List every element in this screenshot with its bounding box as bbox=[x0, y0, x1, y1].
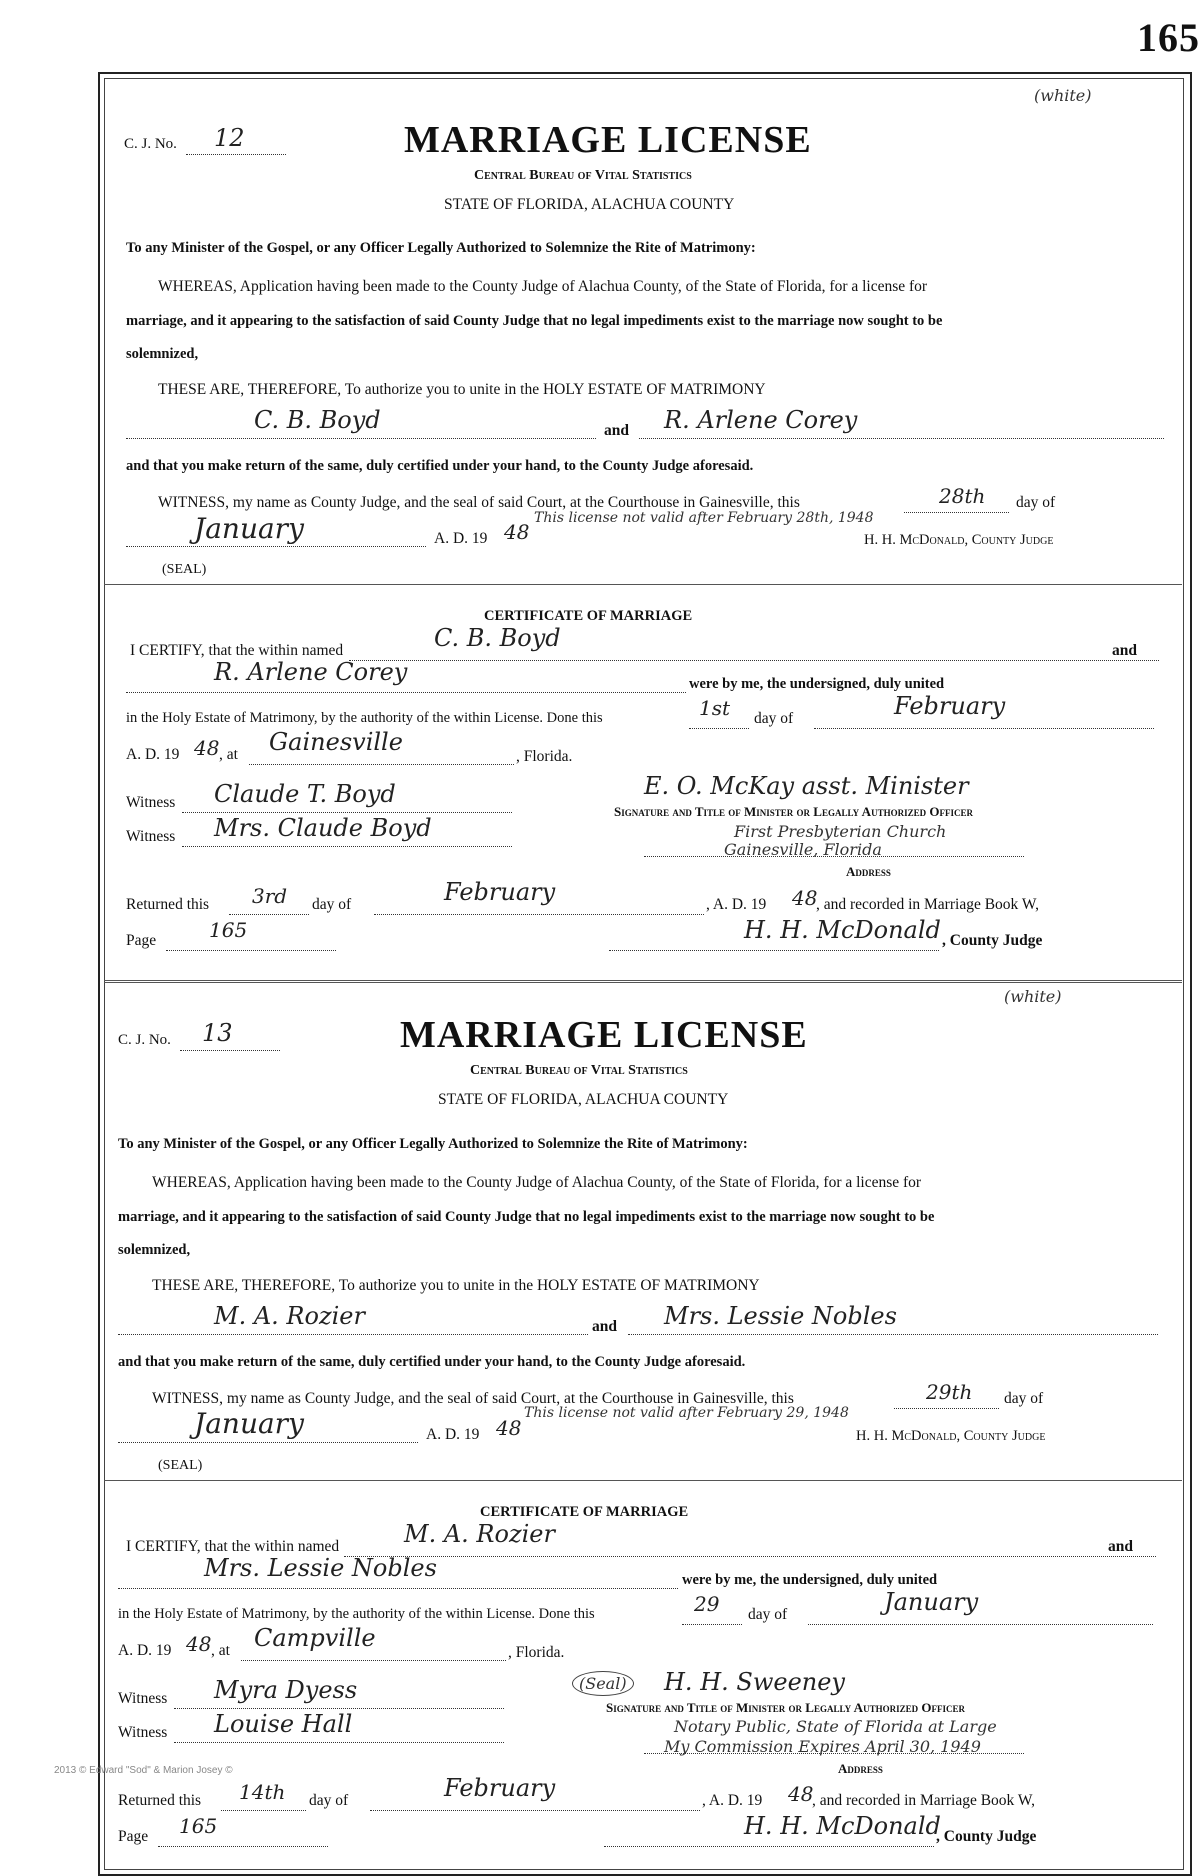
bureau-name: Central Bureau of Vital Statistics bbox=[470, 1063, 688, 1078]
officiant-signature: E. O. McKay asst. Minister bbox=[644, 772, 969, 800]
cert-bride: R. Arlene Corey bbox=[214, 658, 408, 686]
issue-year: 48 bbox=[496, 1416, 522, 1440]
cj-number: 12 bbox=[214, 124, 245, 152]
issue-month: January bbox=[194, 1407, 304, 1440]
returned-month: February bbox=[444, 878, 556, 906]
issue-day: 29th bbox=[926, 1380, 973, 1404]
address-label: Address bbox=[846, 864, 891, 879]
validity-note: This license not valid after February 29, 1948 bbox=[524, 1405, 849, 1421]
officiant-signature: H. H. Sweeney bbox=[664, 1668, 845, 1696]
judge-signature: H. H. McDonald, County Judge bbox=[864, 532, 1054, 548]
issue-year: 48 bbox=[504, 520, 530, 544]
address-to: To any Minister of the Gospel, or any Officer Legally Authorized to Solemnize the Rite of Matrimony: bbox=[118, 1136, 748, 1152]
seal-label: (SEAL) bbox=[162, 562, 207, 577]
whereas-line-1: WHEREAS, Application having been made to the County Judge of Alachua County, of the State of Florida, for a license for bbox=[158, 278, 928, 295]
return-text: and that you make return of the same, duly certified under your hand, to the County Judge aforesaid. bbox=[126, 458, 754, 474]
license-title: MARRIAGE LICENSE bbox=[400, 1014, 808, 1056]
done-day: 1st bbox=[699, 696, 731, 720]
returned-day-of: day of bbox=[309, 1792, 349, 1809]
returned-year: 48 bbox=[788, 1782, 814, 1806]
witness-1-name: Myra Dyess bbox=[214, 1676, 358, 1704]
united-text: were by me, the undersigned, duly united bbox=[682, 1572, 938, 1588]
these-are: THESE ARE, THEREFORE, To authorize you to unite in the HOLY ESTATE OF MATRIMONY bbox=[152, 1277, 760, 1294]
these-are: THESE ARE, THEREFORE, To authorize you to unite in the HOLY ESTATE OF MATRIMONY bbox=[158, 381, 766, 398]
whereas-line-1: WHEREAS, Application having been made to the County Judge of Alachua County, of the State of Florida, for a license for bbox=[152, 1174, 922, 1191]
issue-month: January bbox=[194, 512, 304, 545]
officiant-address-1: Notary Public, State of Florida at Large bbox=[674, 1717, 997, 1736]
and-label: and bbox=[592, 1318, 617, 1335]
validity-note: This license not valid after February 28th, 1948 bbox=[534, 510, 874, 526]
returned-day: 14th bbox=[239, 1780, 286, 1804]
returned-label: Returned this bbox=[118, 1792, 202, 1809]
at-label: , at bbox=[219, 746, 238, 763]
ad-label: A. D. 19 bbox=[426, 1426, 480, 1443]
county-judge-label: , County Judge bbox=[936, 1828, 1037, 1845]
seal-label: (SEAL) bbox=[158, 1458, 203, 1473]
signature-title-label: Signature and Title of Minister or Legally Authorized Officer bbox=[614, 804, 973, 819]
signature-title-label: Signature and Title of Minister or Legally Authorized Officer bbox=[606, 1700, 965, 1715]
return-text: and that you make return of the same, duly certified under your hand, to the County Judge aforesaid. bbox=[118, 1354, 746, 1370]
bride-name: R. Arlene Corey bbox=[664, 406, 858, 434]
and-label: and bbox=[604, 422, 629, 439]
returned-ad: , A. D. 19 bbox=[702, 1792, 763, 1809]
witness-2-name: Louise Hall bbox=[214, 1710, 353, 1738]
cj-number: 13 bbox=[202, 1019, 233, 1047]
done-month: January bbox=[884, 1588, 979, 1616]
witness-1-name: Claude T. Boyd bbox=[214, 780, 396, 808]
whereas-line-3: solemnized, bbox=[126, 346, 199, 362]
witness-2-name: Mrs. Claude Boyd bbox=[214, 814, 432, 842]
address-to: To any Minister of the Gospel, or any Officer Legally Authorized to Solemnize the Rite of Matrimony: bbox=[126, 240, 756, 256]
officiant-address-2: My Commission Expires April 30, 1949 bbox=[664, 1737, 981, 1756]
certify-label: I CERTIFY, that the within named bbox=[130, 642, 344, 659]
done-day: 29 bbox=[694, 1592, 720, 1616]
marriage-place: Campville bbox=[254, 1624, 376, 1652]
cj-number-label: C. J. No. bbox=[124, 136, 177, 152]
race-note: (white) bbox=[1004, 987, 1062, 1006]
recorder-signature: H. H. McDonald bbox=[744, 1812, 941, 1840]
witness-2-label: Witness bbox=[118, 1724, 168, 1741]
groom-name: M. A. Rozier bbox=[214, 1302, 365, 1330]
license-title: MARRIAGE LICENSE bbox=[404, 119, 812, 161]
returned-day: 3rd bbox=[252, 884, 288, 908]
returned-year: 48 bbox=[792, 886, 818, 910]
recorded-text: , and recorded in Marriage Book W, bbox=[812, 1792, 1035, 1809]
day-of-label: day of bbox=[1004, 1390, 1044, 1407]
issue-day: 28th bbox=[939, 484, 986, 508]
county-judge-label: , County Judge bbox=[942, 932, 1043, 949]
done-day-of: day of bbox=[754, 710, 794, 727]
recorded-text: , and recorded in Marriage Book W, bbox=[816, 896, 1039, 913]
page-value: 165 bbox=[179, 1814, 218, 1838]
page-number: 165 bbox=[1137, 15, 1200, 60]
ad-label: A. D. 19 bbox=[434, 530, 488, 547]
done-day-of: day of bbox=[748, 1606, 788, 1623]
race-note: (white) bbox=[1034, 86, 1092, 105]
license-section-1 bbox=[104, 80, 1182, 970]
whereas-line-2: marriage, and it appearing to the satisfaction of said County Judge that no legal impediments exist to the marriage now sought to be bbox=[126, 313, 943, 329]
cert-bride: Mrs. Lessie Nobles bbox=[204, 1554, 437, 1582]
florida-label: , Florida. bbox=[516, 748, 573, 765]
address-label: Address bbox=[838, 1761, 883, 1776]
copyright-watermark: 2013 © Edward "Sod" & Marion Josey © bbox=[54, 1765, 233, 1776]
returned-ad: , A. D. 19 bbox=[706, 896, 767, 913]
witness-2-label: Witness bbox=[126, 828, 176, 845]
officiant-address-2: Gainesville, Florida bbox=[724, 840, 882, 859]
certify-label: I CERTIFY, that the within named bbox=[126, 1538, 340, 1555]
page-value: 165 bbox=[209, 918, 248, 942]
united-text: were by me, the undersigned, duly united bbox=[689, 676, 945, 692]
seal-stamp: (Seal) bbox=[572, 1671, 634, 1696]
returned-label: Returned this bbox=[126, 896, 210, 913]
cert-groom: M. A. Rozier bbox=[404, 1520, 555, 1548]
whereas-line-3: solemnized, bbox=[118, 1242, 191, 1258]
cert-and: and bbox=[1112, 642, 1137, 659]
ad-label-2: A. D. 19 bbox=[118, 1642, 172, 1659]
witness-1-label: Witness bbox=[118, 1690, 168, 1707]
done-year: 48 bbox=[194, 736, 220, 760]
groom-name: C. B. Boyd bbox=[254, 406, 381, 434]
page-label: Page bbox=[118, 1828, 149, 1845]
holy-estate-text: in the Holy Estate of Matrimony, by the authority of the within License. Done this bbox=[118, 1606, 595, 1622]
bureau-name: Central Bureau of Vital Statistics bbox=[474, 168, 692, 183]
marriage-place: Gainesville bbox=[269, 728, 403, 756]
done-month: February bbox=[894, 692, 1006, 720]
holy-estate-text: in the Holy Estate of Matrimony, by the authority of the within License. Done this bbox=[126, 710, 603, 726]
cert-and: and bbox=[1108, 1538, 1133, 1555]
judge-signature: H. H. McDonald, County Judge bbox=[856, 1428, 1046, 1444]
bride-name: Mrs. Lessie Nobles bbox=[664, 1302, 897, 1330]
license-section-2 bbox=[104, 975, 1182, 1865]
state-county: STATE OF FLORIDA, ALACHUA COUNTY bbox=[444, 196, 735, 213]
witness-text: WITNESS, my name as County Judge, and the seal of said Court, at the Courthouse in Gainesville, this bbox=[158, 494, 800, 511]
recorder-signature: H. H. McDonald bbox=[744, 916, 941, 944]
witness-text: WITNESS, my name as County Judge, and the seal of said Court, at the Courthouse in Gainesville, this bbox=[152, 1390, 794, 1407]
officiant-address-1: First Presbyterian Church bbox=[734, 822, 947, 841]
cert-title: CERTIFICATE OF MARRIAGE bbox=[480, 1504, 689, 1520]
cj-number-label: C. J. No. bbox=[118, 1032, 171, 1048]
section-1-cert-divider bbox=[104, 584, 1182, 585]
day-of-label: day of bbox=[1016, 494, 1056, 511]
florida-label: , Florida. bbox=[508, 1644, 565, 1661]
returned-day-of: day of bbox=[312, 896, 352, 913]
section-2-cert-divider bbox=[104, 1480, 1182, 1481]
done-year: 48 bbox=[186, 1632, 212, 1656]
page-label: Page bbox=[126, 932, 157, 949]
cert-groom: C. B. Boyd bbox=[434, 624, 561, 652]
returned-month: February bbox=[444, 1774, 556, 1802]
state-county: STATE OF FLORIDA, ALACHUA COUNTY bbox=[438, 1091, 729, 1108]
witness-1-label: Witness bbox=[126, 794, 176, 811]
ad-label-2: A. D. 19 bbox=[126, 746, 180, 763]
at-label: , at bbox=[211, 1642, 230, 1659]
cert-title: CERTIFICATE OF MARRIAGE bbox=[484, 608, 693, 624]
whereas-line-2: marriage, and it appearing to the satisfaction of said County Judge that no legal impediments exist to the marriage now sought to be bbox=[118, 1209, 935, 1225]
